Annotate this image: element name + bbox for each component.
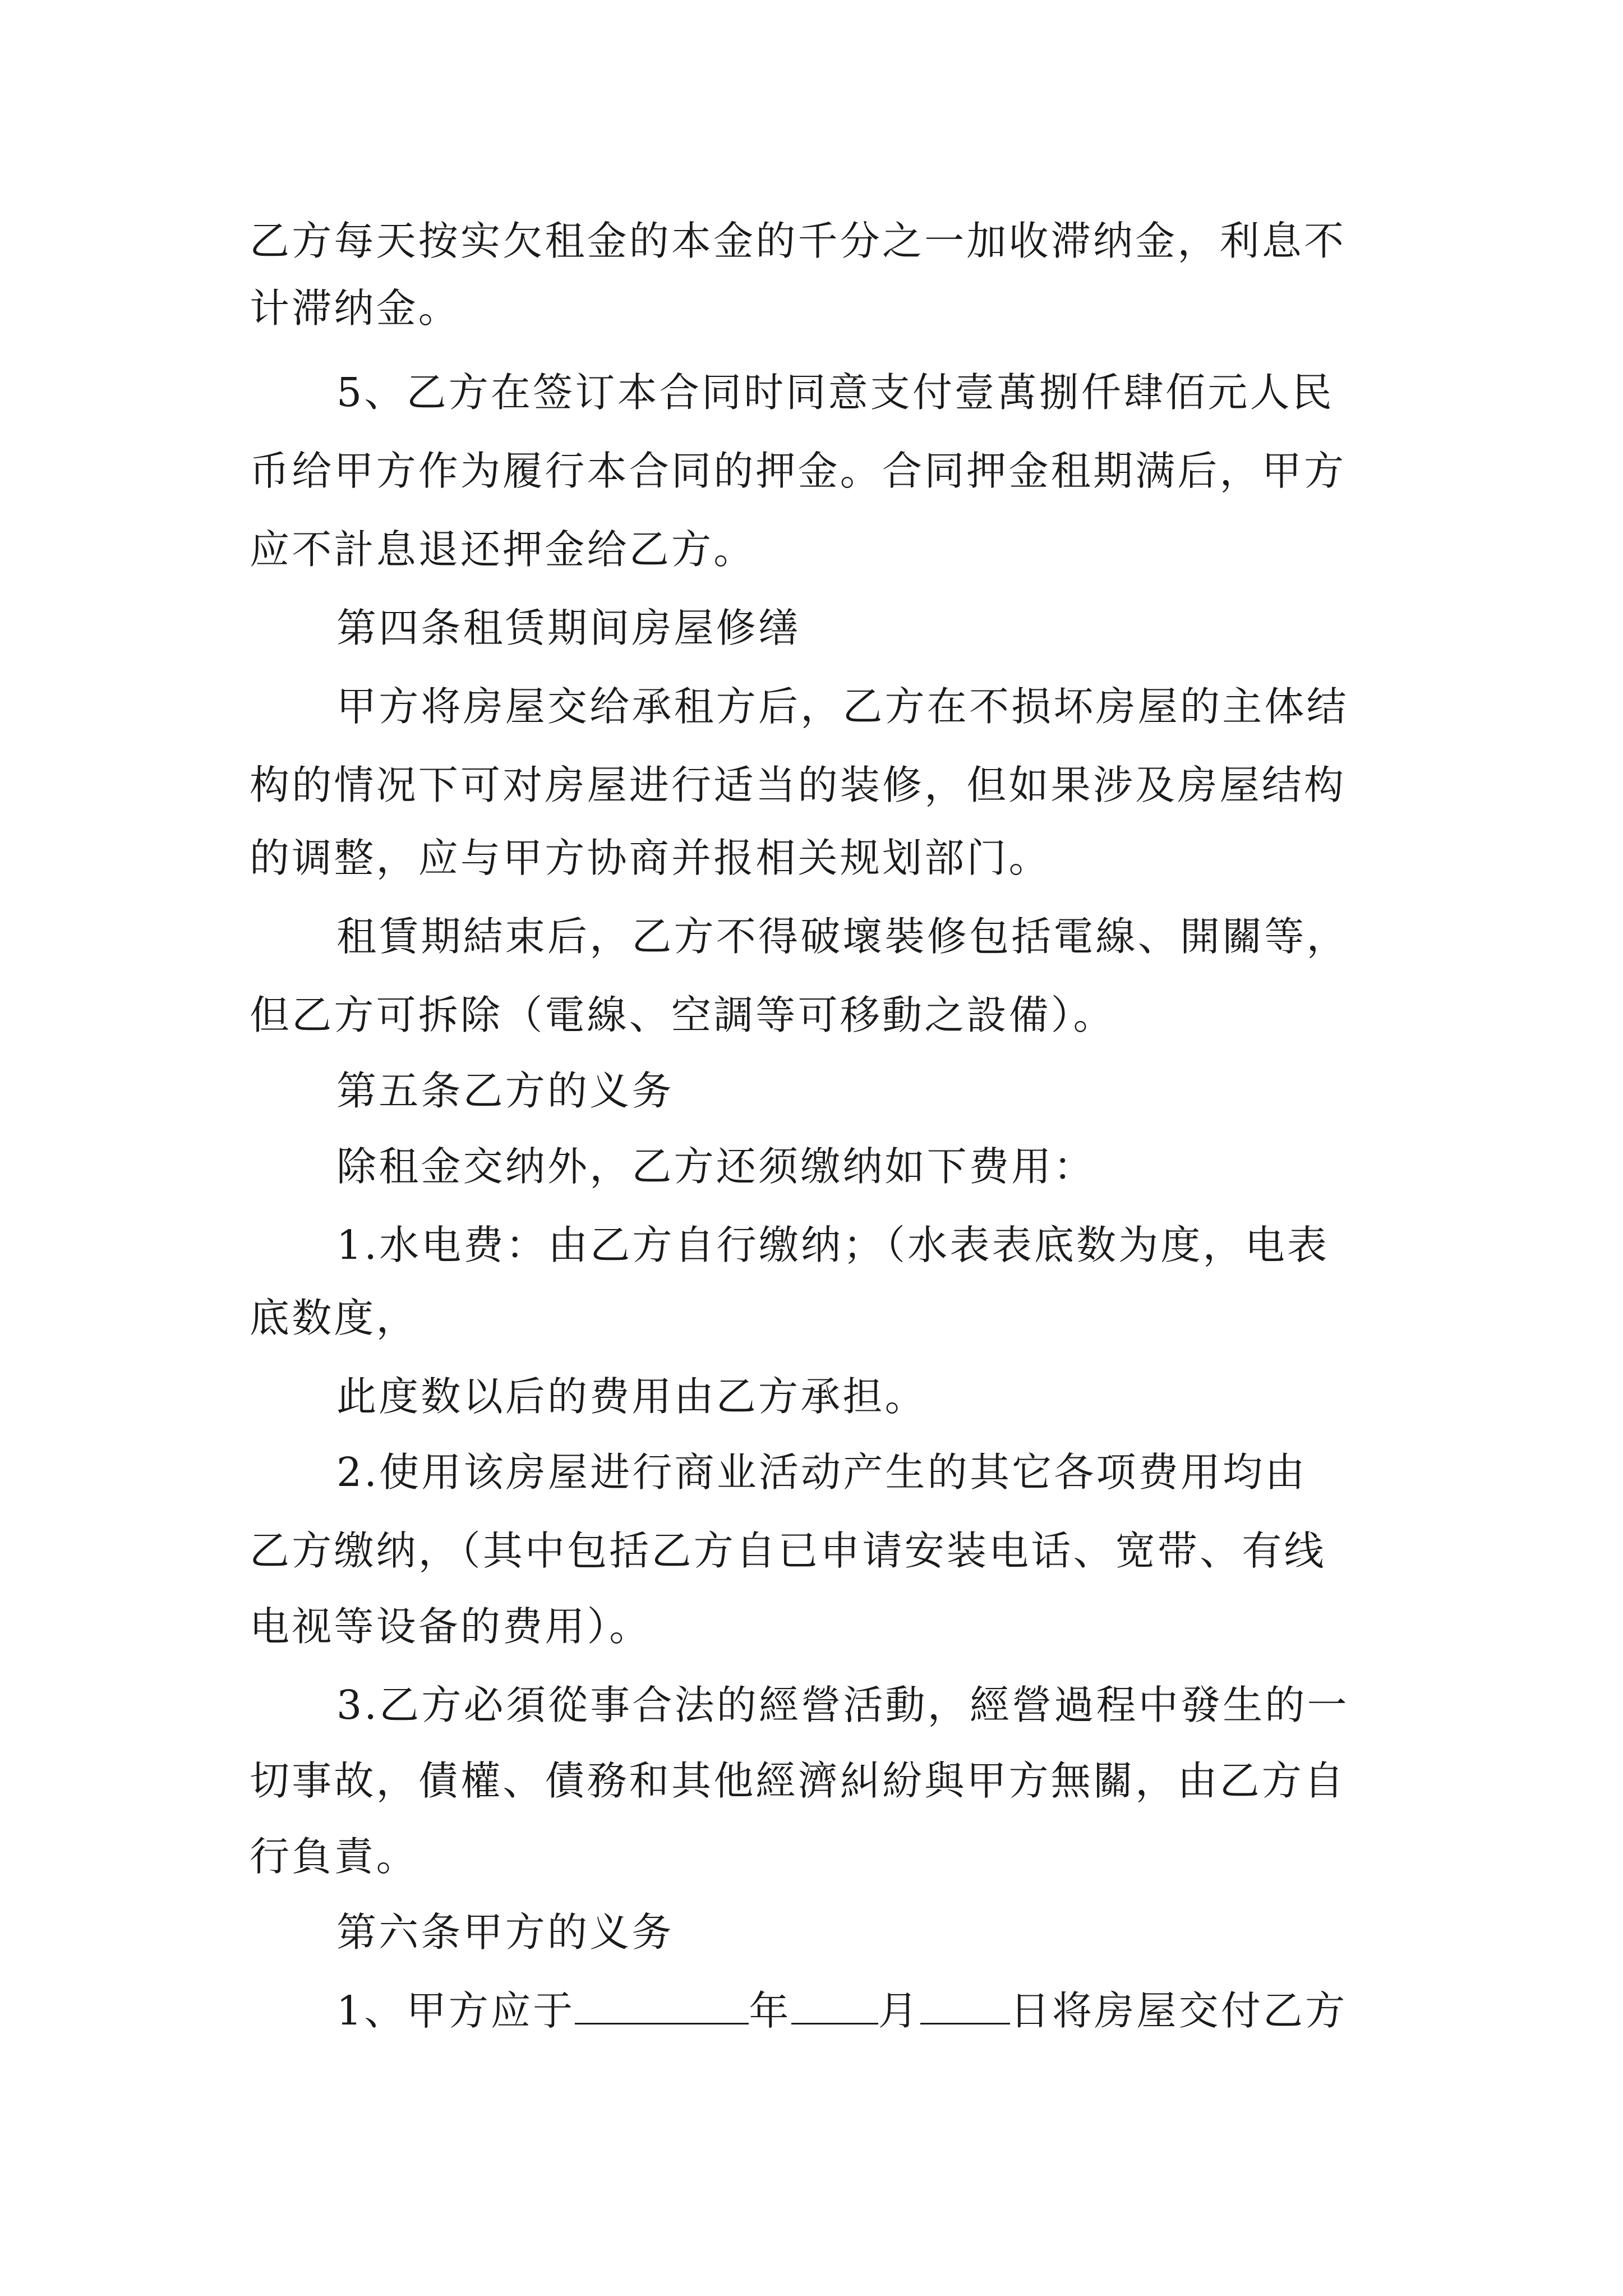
- clause-5-line-1: 5、乙方在签订本合同时同意支付壹萬捌仟肆佰元人民: [336, 369, 1334, 416]
- day-blank: [920, 1989, 1010, 2024]
- article-4-para-2-line-2: 但乙方可拆除（電線、空調等可移動之設備）。: [250, 992, 1115, 1038]
- article-5-intro: 除租金交纳外，乙方还须缴纳如下费用：: [336, 1143, 1096, 1190]
- article-5-heading: 第五条乙方的义务: [336, 1068, 674, 1114]
- article-4-para-2-line-1: 租賃期結束后，乙方不得破壞裝修包括電線、開關等，: [336, 913, 1349, 960]
- article-4-para-1-line-3: 的调整，应与甲方协商并报相关规划部门。: [250, 835, 1051, 881]
- article-6-heading: 第六条甲方的义务: [336, 1909, 674, 1955]
- text-line-2: 计滞纳金。: [250, 285, 461, 332]
- article-5-item-1-line-3: 此度数以后的费用由乙方承担。: [336, 1373, 927, 1420]
- article-5-item-2-line-1: 2.使用该房屋进行商业活动产生的其它各项费用均由: [336, 1449, 1307, 1496]
- article-4-heading: 第四条租赁期间房屋修缮: [336, 605, 801, 651]
- article-5-item-3-line-2: 切事故，債權、債務和其他經濟糾紛與甲方無關，由乙方自: [250, 1757, 1347, 1804]
- month-blank: [791, 1989, 878, 2024]
- delivery-clause-prefix: 1、甲方应于: [336, 1987, 575, 2034]
- month-label: 月: [878, 1987, 920, 2034]
- article-5-item-1-line-1: 1.水电费：由乙方自行缴纳；（水表表底数为度，电表: [336, 1222, 1330, 1268]
- article-4-para-1-line-1: 甲方将房屋交给承租方后，乙方在不损坏房屋的主体结: [336, 683, 1349, 730]
- text-line-1: 乙方每天按实欠租金的本金的千分之一加收滞纳金，利息不: [250, 218, 1347, 264]
- article-5-item-2-line-2: 乙方缴纳，（其中包括乙方自已申请安装电话、宽带、有线: [250, 1527, 1326, 1574]
- year-blank: [575, 1989, 749, 2024]
- delivery-clause-suffix: 日将房屋交付乙方: [1009, 1987, 1348, 2034]
- article-4-para-1-line-2: 构的情况下可对房屋进行适当的装修，但如果涉及房屋结构: [250, 762, 1347, 808]
- article-5-item-1-line-2: 底数度，: [250, 1295, 418, 1341]
- clause-5-line-3: 应不計息退还押金给乙方。: [250, 526, 756, 573]
- year-label: 年: [749, 1987, 791, 2034]
- clause-5-line-2: 币给甲方作为履行本合同的押金。合同押金租期满后，甲方: [250, 448, 1347, 494]
- article-5-item-3-line-3: 行負責。: [250, 1833, 418, 1880]
- article-5-item-2-line-3: 电视等设备的费用）。: [250, 1603, 652, 1650]
- article-5-item-3-line-1: 3.乙方必須從事合法的經營活動，經營過程中發生的一: [336, 1682, 1349, 1728]
- article-6-item-1-line-1: [336, 1983, 1347, 2039]
